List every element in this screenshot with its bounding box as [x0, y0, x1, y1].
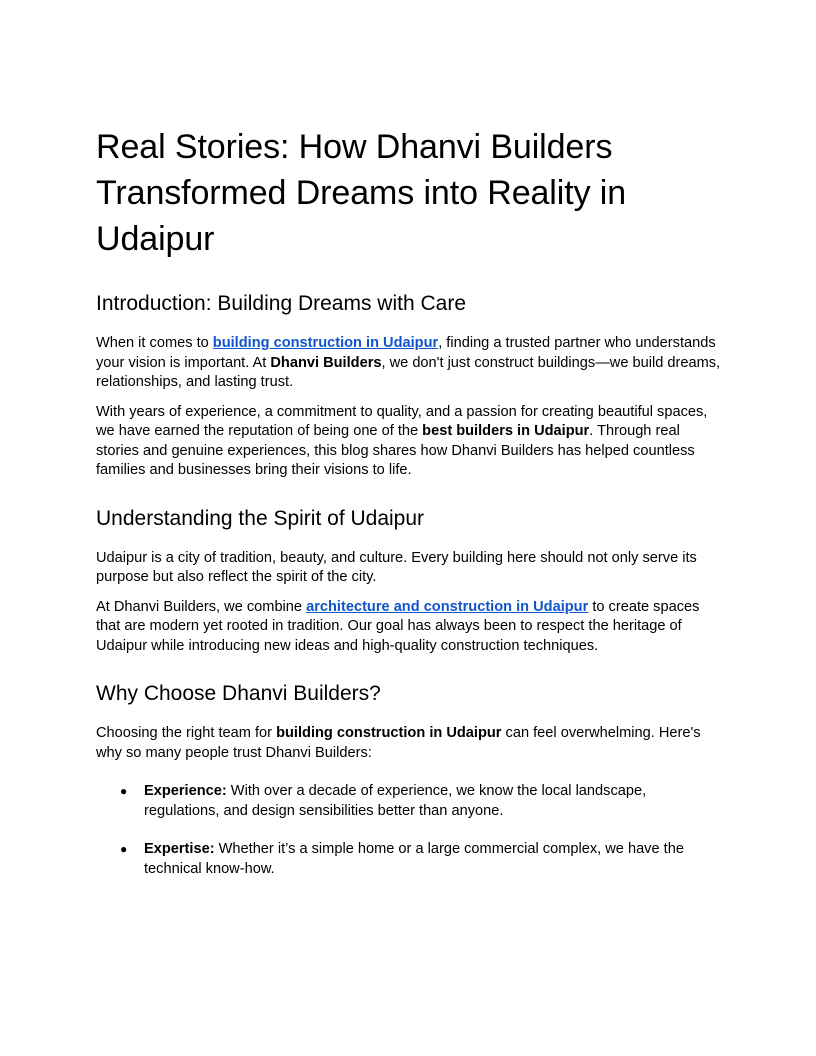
- bullet-icon: ●: [120, 784, 128, 798]
- intro-paragraph-2: [96, 403, 724, 481]
- document-page: [96, 124, 724, 898]
- spirit-p2-text-2: to create spaces that are modern yet rooted in tradition. Our goal has always been to respect the heritage of Udaipur while introducing new ideas and high-quality construction techniques.: [96, 598, 700, 654]
- intro-p2-text-2: . Through real stories and genuine experiences, this blog shares how Dhanvi Builders has helped countless families and businesses bring their visions to life.: [96, 423, 695, 478]
- section-why-choose: [96, 680, 724, 879]
- intro-p1-text-3: , we don't just construct buildings—we build dreams, relationships, and lasting trust.: [96, 354, 721, 390]
- why-p1-text-1: Choosing the right team for: [96, 725, 277, 741]
- list-item: [120, 782, 724, 821]
- intro-p1-text-2: , finding a trusted partner who understands your vision is important. At: [96, 335, 716, 371]
- list-item-label: Expertise:: [144, 841, 215, 857]
- intro-p1-bold-dhanvi-builders: Dhanvi Builders: [270, 354, 382, 371]
- section-heading-introduction: Introduction: Building Dreams with Care: [96, 292, 467, 315]
- link-building-construction-udaipur[interactable]: building construction in Udaipur: [212, 335, 439, 351]
- list-item: [120, 840, 724, 879]
- spirit-p2-text-1: At Dhanvi Builders, we combine: [96, 598, 307, 615]
- spirit-paragraph-1: Udaipur is a city of tradition, beauty, and culture. Every building here should not only serve its purpose but also reflect the spirit of the city.: [96, 549, 697, 585]
- intro-p1-text-1: When it comes to: [96, 335, 213, 351]
- intro-p2-bold-best-builders: best builders in Udaipur: [422, 423, 590, 439]
- reasons-list: [96, 782, 724, 879]
- why-p1-bold: building construction in Udaipur: [276, 725, 502, 741]
- list-item-label: Experience:: [144, 783, 227, 799]
- link-architecture-construction-udaipur[interactable]: architecture and construction in Udaipur: [306, 598, 589, 615]
- section-heading-spirit: Understanding the Spirit of Udaipur: [96, 506, 425, 530]
- list-item-text: With over a decade of experience, we know the local landscape, regulations, and design sensibilities better than anyone.: [144, 783, 647, 819]
- bullet-icon: ●: [120, 842, 128, 856]
- why-paragraph-1: [96, 724, 724, 763]
- section-heading-why-choose: Why Choose Dhanvi Builders?: [96, 682, 381, 705]
- spirit-paragraph-2: [96, 598, 724, 657]
- intro-paragraph-1: [96, 334, 724, 393]
- section-introduction: [96, 290, 724, 481]
- section-spirit-of-udaipur: [96, 505, 724, 657]
- document-title: Real Stories: How Dhanvi Builders Transformed Dreams into Reality in Udaipur: [96, 128, 627, 258]
- why-p1-text-2: can feel overwhelming. Here's why so many people trust Dhanvi Builders:: [96, 725, 701, 761]
- list-item-text: Whether it’s a simple home or a large commercial complex, we have the technical know-how.: [144, 841, 684, 877]
- intro-p2-text-1: With years of experience, a commitment to quality, and a passion for creating beautiful spaces, we have earned the reputation of being one of the: [96, 403, 708, 439]
